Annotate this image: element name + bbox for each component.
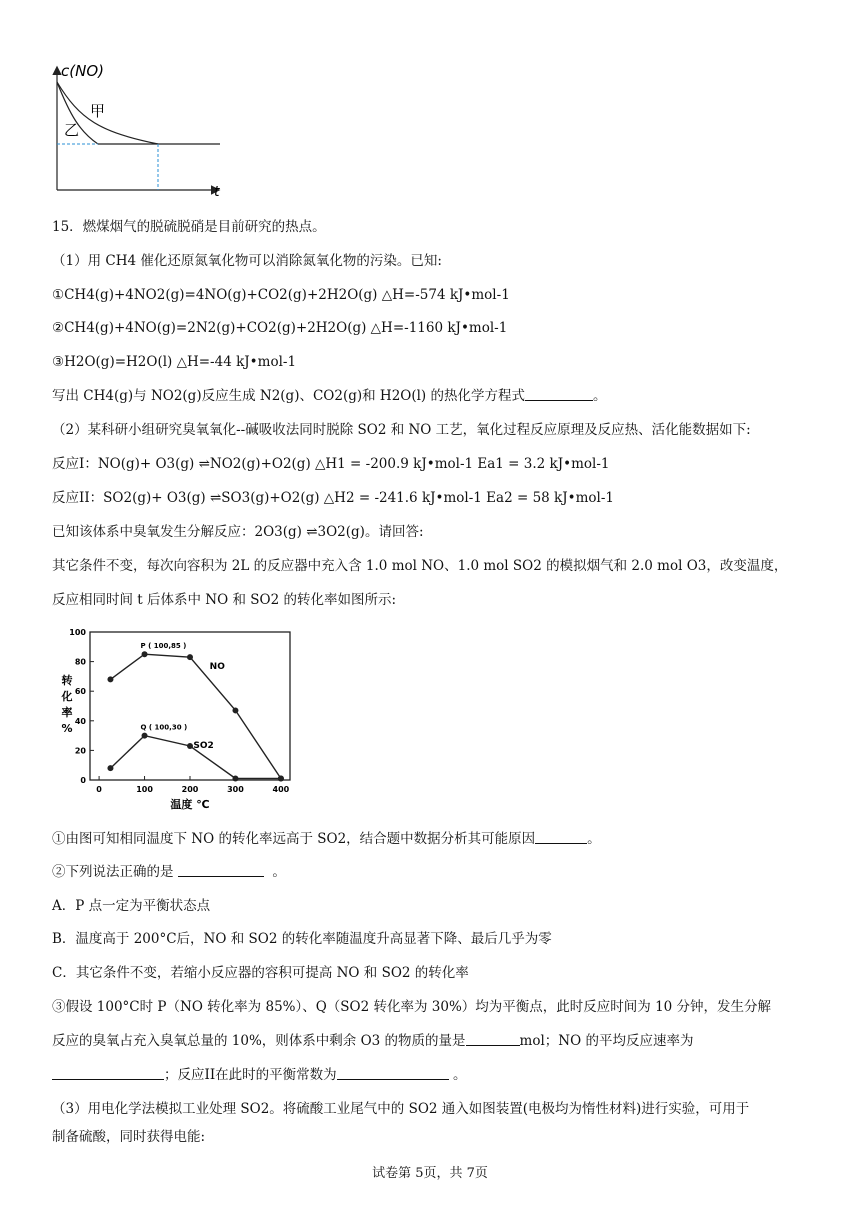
part2-intro: （2）某科研小组研究臭氧氧化--碱吸收法同时脱除 SO2 和 NO 工艺，氧化过程反应原理及反应热、活化能数据如下: (52, 422, 751, 438)
option-b: B．温度高于 200°C后，NO 和 SO2 的转化率随温度升高显著下降、最后几乎为零 (52, 931, 552, 947)
x-tick-label: 300 (227, 785, 244, 794)
point-annotation: P ( 100,85 ) (140, 642, 187, 651)
y-tick-label: 80 (74, 657, 86, 667)
part3-line-1: （3）用电化学法模拟工业处理 SO2。将硫酸工业尾气中的 SO2 通入如图装置(电极均为惰性材料)进行实验，可用于 (52, 1101, 750, 1117)
question-15-title: 15．燃煤烟气的脱硫脱硝是目前研究的热点。 (52, 219, 326, 235)
decomposition-reaction: 已知该体系中臭氧发生分解反应：2O3(g) ⇌3O2(g)。请回答: (52, 524, 424, 540)
conversion-rate-chart (56, 622, 306, 812)
part1-question-text: 写出 CH4(g)与 NO2(g)反应生成 N2(g)、CO2(g)和 H2O(l) 的热化学方程式 (52, 388, 525, 404)
y-axis-label: 转 (61, 674, 73, 687)
option-a: A．P 点一定为平衡状态点 (52, 898, 211, 914)
sub-question-3-text-a: 反应的臭氧占充入臭氧总量的 10%，则体系中剩余 O3 的物质的量是 (52, 1033, 466, 1049)
data-point-so2 (278, 776, 284, 782)
sub-question-3-line-2 (52, 1031, 693, 1051)
series-label-no: NO (209, 662, 225, 673)
y-tick-label: 100 (69, 628, 86, 637)
x-tick-label: 200 (181, 785, 199, 794)
y-tick-label: 60 (74, 687, 86, 697)
sub-question-3-line-3 (52, 1065, 466, 1085)
sub-question-3-line-1: ③假设 100°C时 P（NO 转化率为 85%）、Q（SO2 转化率为 30%）均为平衡点，此时反应时间为 10 分钟，发生分解 (52, 999, 772, 1015)
answer-blank-2[interactable] (535, 831, 587, 844)
answer-blank-1[interactable] (525, 388, 593, 401)
data-point-so2 (107, 765, 113, 771)
data-point-so2 (142, 733, 148, 739)
sub-question-2 (52, 862, 286, 882)
x-tick-label: 0 (96, 785, 102, 794)
sub-question-3-end: 。 (452, 1067, 467, 1083)
series-line-no (111, 654, 281, 778)
conditions-line-1: 其它条件不变，每次向容积为 2L 的反应器中充入含 1.0 mol NO、1.0 mol SO2 的模拟烟气和 2.0 mol O3，改变温度， (52, 558, 788, 574)
x-axis-label: 温度 ℃ (170, 798, 210, 811)
x-tick-label: 100 (136, 785, 153, 794)
sub-question-1-text: ①由图可知相同温度下 NO 的转化率远高于 SO2，结合题中数据分析其可能原因 (52, 831, 536, 847)
y-tick-label: 0 (80, 776, 86, 785)
curve-jia-label: 甲 (90, 102, 106, 120)
equation-1: ①CH4(g)+4NO2(g)=4NO(g)+CO2(g)+2H2O(g) △H=-574 kJ•mol-1 (52, 287, 510, 303)
y-axis-label: 化 (61, 690, 73, 703)
y-axis-label: c(NO) (61, 62, 104, 80)
data-point-no (187, 654, 193, 660)
sub-question-2-text: ②下列说法正确的是 (52, 864, 174, 880)
x-axis-label: t (214, 184, 220, 200)
series-label-so2: SO2 (193, 740, 214, 751)
y-tick-label: 40 (74, 716, 86, 726)
sub-question-1 (52, 829, 601, 849)
conditions-line-2: 反应相同时间 t 后体系中 NO 和 SO2 的转化率如图所示: (52, 592, 397, 608)
y-tick-label: 20 (74, 746, 86, 756)
answer-blank-3[interactable] (178, 864, 264, 877)
concentration-time-figure (40, 60, 240, 200)
part1-question-end: 。 (593, 388, 607, 404)
sub-question-3-text-b: mol；NO 的平均反应速率为 (519, 1033, 694, 1049)
point-annotation: Q ( 100,30 ) (140, 723, 188, 732)
page-footer: 试卷第 5页，共 7页 (372, 1166, 488, 1181)
reaction-1: 反应I：NO(g)+ O3(g) ⇌NO2(g)+O2(g) △H1 = -200.9 kJ•mol-1 Ea1 = 3.2 kJ•mol-1 (52, 456, 610, 472)
equation-3: ③H2O(g)=H2O(l) △H=-44 kJ•mol-1 (52, 354, 297, 370)
y-axis-label: % (61, 722, 73, 735)
data-point-no (107, 676, 113, 682)
data-point-no (142, 651, 148, 657)
x-tick-label: 400 (272, 785, 290, 794)
answer-blank-6[interactable] (337, 1067, 449, 1080)
part1-question (52, 386, 607, 406)
answer-blank-5[interactable] (52, 1067, 164, 1080)
y-axis-label: 率 (61, 706, 73, 719)
curve-yi-label: 乙 (64, 121, 80, 139)
reaction-2: 反应II：SO2(g)+ O3(g) ⇌SO3(g)+O2(g) △H2 = -241.6 kJ•mol-1 Ea2 = 58 kJ•mol-1 (52, 490, 614, 506)
option-c: C．其它条件不变，若缩小反应器的容积可提高 NO 和 SO2 的转化率 (52, 965, 469, 981)
sub-question-1-end: 。 (587, 831, 601, 847)
data-point-no (232, 707, 238, 713)
equation-2: ②CH4(g)+4NO(g)=2N2(g)+CO2(g)+2H2O(g) △H=-1160 kJ•mol-1 (52, 320, 508, 336)
data-point-so2 (232, 776, 238, 782)
sub-question-3-text-c: ；反应II在此时的平衡常数为 (164, 1067, 337, 1083)
data-point-so2 (187, 743, 193, 749)
part3-line-2: 制备硫酸，同时获得电能: (52, 1129, 206, 1145)
part1-intro: （1）用 CH4 催化还原氮氧化物可以消除氮氧化物的污染。已知: (52, 253, 442, 269)
sub-question-2-end: 。 (272, 864, 286, 880)
answer-blank-4[interactable] (466, 1033, 520, 1046)
